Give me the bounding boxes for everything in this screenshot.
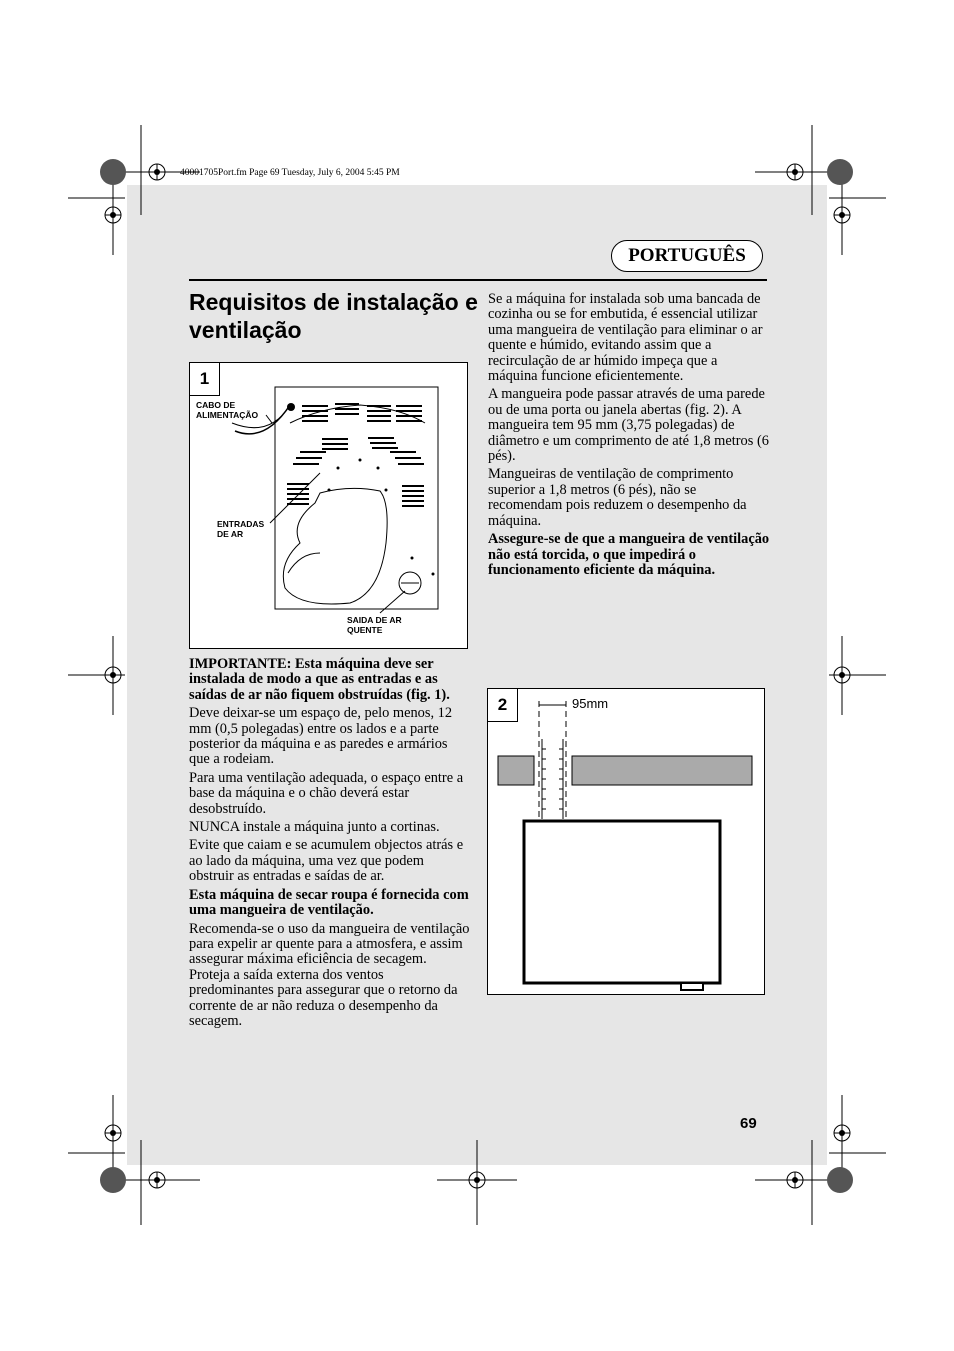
figure-2 (487, 688, 765, 995)
paragraph: A mangueira pode passar através de uma parede ou de uma porta ou janela abertas (fig. 2). A mangueira tem 95 mm (3,75 polegadas) de diâmetro e um comprimento de até 1,8 metros (6 pés). (488, 386, 769, 465)
paragraph: Deve deixar-se um espaço de, pelo menos, 12 mm (0,5 polegadas) entre os lados e a parte posterior da máquina e as paredes e armários que a rodeiam. (189, 705, 453, 768)
paragraph: Mangueiras de ventilação de comprimento superior a 1,8 metros (6 pés), não se recomendam pois reduzem o desempenho da máquina. (488, 466, 747, 529)
hot-air-outlet-label: SAIDA DE AR QUENTE (347, 615, 402, 635)
vent-hose-wall-illustration (488, 689, 764, 994)
dimension-label: 95mm (572, 696, 609, 711)
paragraph: Se a máquina for instalada sob uma bancada de cozinha ou se for embutida, é essencial utilizar uma mangueira de ventilação para eliminar o ar quente e húmido, evitando assim que a recirculação de ar húmido impeça que a máquina funcione eficientemente. (488, 291, 763, 385)
paragraph: Esta máquina de secar roupa é fornecida com uma mangueira de ventilação. (189, 886, 469, 919)
paragraph: Evite que caiam e se acumulem objectos atrás e ao lado da máquina, uma vez que podem obstruir as entradas e saídas de ar. (189, 837, 464, 885)
power-cable-label: CABO DE ALIMENTAÇÃO (196, 400, 259, 420)
page-number: 69 (740, 1115, 757, 1132)
page-title: Requisitos de instalação e ventilação (189, 289, 478, 343)
figure-number: 2 (488, 689, 518, 722)
figure-1 (189, 362, 468, 649)
left-column (189, 657, 471, 1032)
paragraph: Recomenda-se o uso da mangueira de ventilação para expelir ar quente para a atmosfera, e assim assegurar máxima eficiência de secagem. Proteja a saída externa dos ventos predominantes para assegurar que o retorno da corrente de ar não reduza o desempenho da secagem. (189, 920, 470, 1029)
file-info-header: 40001705Port.fm Page 69 Tuesday, July 6, 2004 5:45 PM (180, 168, 400, 178)
figure-number: 1 (190, 363, 220, 396)
right-column (488, 292, 770, 581)
paragraph: NUNCA instale a máquina junto a cortinas. (189, 819, 440, 836)
air-inlets-label: ENTRADAS DE AR (217, 519, 265, 539)
paragraph: Assegure-se de que a mangueira de ventilação não está torcida, o que impedirá o funcionamento eficiente da máquina. (488, 531, 770, 578)
paragraph: Para uma ventilação adequada, o espaço entre a base da máquina e o chão deverá estar desobstruído. (189, 769, 464, 817)
header-rule (189, 279, 767, 281)
language-tab: PORTUGUÊS (611, 240, 763, 272)
paragraph: IMPORTANTE: Esta máquina deve ser instalada de modo a que as entradas e as saídas de ar não fiquem obstruídas (fig. 1). (189, 656, 450, 703)
